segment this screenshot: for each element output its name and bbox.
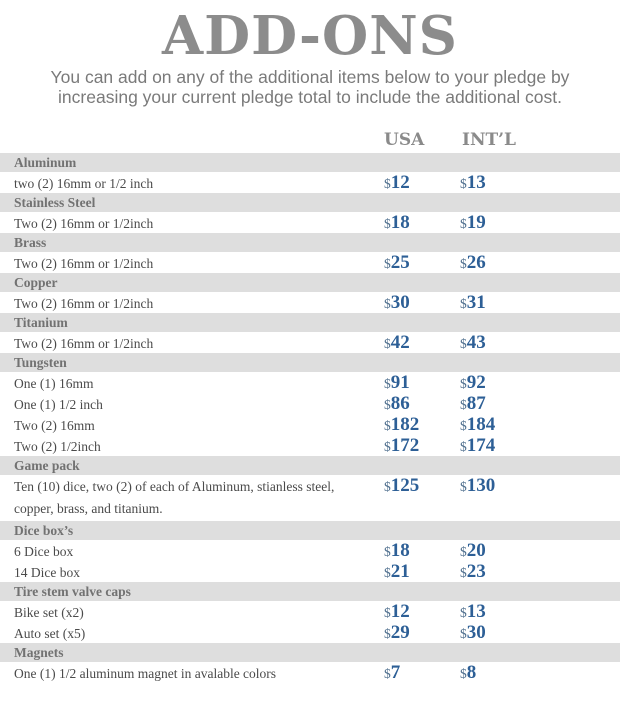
price-usa: [384, 561, 410, 584]
price-intl: [460, 332, 486, 355]
currency-symbol: $: [384, 605, 391, 620]
price-intl: [460, 622, 486, 645]
item-description: Bike set (x2): [14, 605, 84, 620]
price-usa: [384, 393, 410, 416]
currency-symbol: $: [460, 296, 467, 311]
price-usa: [384, 414, 419, 437]
price-amount: 7: [390, 662, 401, 683]
price-intl: [460, 252, 486, 275]
item-description: Two (2) 16mm or 1/2inch: [14, 296, 154, 311]
price-amount: 174: [466, 435, 496, 456]
category-bar: [0, 313, 620, 332]
currency-symbol: $: [384, 397, 391, 412]
price-usa: [384, 332, 410, 355]
category-label: Tungsten: [14, 355, 67, 370]
currency-symbol: $: [460, 376, 467, 391]
price-amount: 20: [466, 540, 486, 561]
price-intl: [460, 414, 495, 437]
price-amount: 184: [466, 414, 496, 435]
currency-symbol: $: [384, 216, 391, 231]
currency-symbol: $: [460, 544, 467, 559]
category-bar: [0, 193, 620, 212]
category-label: Copper: [14, 275, 58, 290]
price-intl: [460, 561, 486, 584]
price-usa: [384, 252, 410, 275]
currency-symbol: $: [384, 439, 391, 454]
price-amount: 182: [390, 414, 420, 435]
currency-symbol: $: [460, 336, 467, 351]
subtitle-line-1: You can add on any of the additional items below to your pledge by: [50, 67, 570, 87]
price-amount: 23: [466, 561, 486, 582]
price-amount: 30: [466, 622, 486, 643]
price-amount: 43: [466, 332, 486, 353]
category-label: Titanium: [14, 315, 68, 330]
price-amount: 18: [390, 212, 410, 233]
column-header-usa: USA: [384, 130, 425, 150]
price-intl: [460, 662, 476, 685]
price-usa: [384, 601, 410, 624]
price-intl: [460, 212, 486, 235]
price-amount: 91: [390, 372, 410, 393]
item-description: Two (2) 16mm or 1/2inch: [14, 256, 154, 271]
price-intl: [460, 601, 486, 624]
category-label: Stainless Steel: [14, 195, 96, 210]
item-description: 14 Dice box: [14, 565, 80, 580]
currency-symbol: $: [384, 479, 391, 494]
price-intl: [460, 435, 495, 458]
price-amount: 42: [390, 332, 410, 353]
currency-symbol: $: [384, 544, 391, 559]
currency-symbol: $: [460, 565, 467, 580]
category-label: Aluminum: [14, 155, 77, 170]
price-amount: 13: [466, 601, 486, 622]
category-bar: [0, 582, 620, 601]
price-amount: 21: [390, 561, 410, 582]
item-description: Two (2) 16mm or 1/2inch: [14, 336, 154, 351]
currency-symbol: $: [384, 626, 391, 641]
item-description: One (1) 1/2 aluminum magnet in avalable colors: [14, 666, 277, 681]
price-amount: 26: [466, 252, 486, 273]
price-usa: [384, 172, 410, 195]
currency-symbol: $: [460, 626, 467, 641]
subtitle-line-2: increasing your current pledge total to include the additional cost.: [58, 87, 562, 107]
category-bar: [0, 643, 620, 662]
currency-symbol: $: [384, 176, 391, 191]
price-intl: [460, 393, 486, 416]
currency-symbol: $: [384, 418, 391, 433]
category-label: Brass: [14, 235, 47, 250]
item-description: Two (2) 16mm: [14, 418, 95, 433]
currency-symbol: $: [460, 666, 467, 681]
price-amount: 12: [390, 601, 410, 622]
price-amount: 87: [466, 393, 486, 414]
currency-symbol: $: [384, 336, 391, 351]
price-amount: 12: [390, 172, 410, 193]
price-usa: [384, 622, 410, 645]
category-label: Tire stem valve caps: [14, 584, 131, 599]
price-intl: [460, 475, 495, 498]
price-usa: [384, 662, 400, 685]
item-description: 6 Dice box: [14, 544, 74, 559]
currency-symbol: $: [460, 256, 467, 271]
price-amount: 18: [390, 540, 410, 561]
currency-symbol: $: [384, 256, 391, 271]
item-description: Two (2) 1/2inch: [14, 439, 101, 454]
page-title: ADD-ONS: [162, 5, 458, 67]
price-usa: [384, 372, 410, 395]
currency-symbol: $: [460, 176, 467, 191]
currency-symbol: $: [460, 479, 467, 494]
category-bar: [0, 353, 620, 372]
price-amount: 25: [390, 252, 410, 273]
currency-symbol: $: [460, 418, 467, 433]
currency-symbol: $: [460, 216, 467, 231]
currency-symbol: $: [384, 565, 391, 580]
item-description: One (1) 1/2 inch: [14, 397, 103, 412]
category-bar: [0, 273, 620, 292]
price-amount: 8: [466, 662, 477, 683]
price-amount: 86: [390, 393, 410, 414]
price-amount: 19: [466, 212, 486, 233]
currency-symbol: $: [460, 439, 467, 454]
category-label: Magnets: [14, 645, 64, 660]
currency-symbol: $: [460, 397, 467, 412]
price-amount: 31: [466, 292, 486, 313]
price-amount: 29: [390, 622, 410, 643]
price-intl: [460, 372, 486, 395]
item-description: One (1) 16mm: [14, 376, 94, 391]
item-description: Ten (10) dice, two (2) of each of Aluminum, stianless steel, copper, brass, and titanium.: [14, 479, 335, 516]
price-intl: [460, 540, 486, 563]
item-description: two (2) 16mm or 1/2 inch: [14, 176, 154, 191]
price-amount: 172: [390, 435, 420, 456]
currency-symbol: $: [384, 376, 391, 391]
price-intl: [460, 172, 486, 195]
currency-symbol: $: [384, 296, 391, 311]
category-bar: [0, 521, 620, 540]
price-usa: [384, 212, 410, 235]
currency-symbol: $: [384, 666, 391, 681]
price-intl: [460, 292, 486, 315]
item-description: Auto set (x5): [14, 626, 86, 641]
category-bar: [0, 153, 620, 172]
column-header-intl: INT’L: [462, 130, 517, 150]
currency-symbol: $: [460, 605, 467, 620]
price-amount: 92: [466, 372, 486, 393]
price-amount: 130: [466, 475, 496, 496]
price-amount: 125: [390, 475, 420, 496]
category-label: Dice box’s: [14, 523, 74, 538]
category-label: Game pack: [14, 458, 80, 473]
price-usa: [384, 435, 419, 458]
price-amount: 13: [466, 172, 486, 193]
price-usa: [384, 540, 410, 563]
price-amount: 30: [390, 292, 410, 313]
price-usa: [384, 475, 419, 498]
item-description: Two (2) 16mm or 1/2inch: [14, 216, 154, 231]
category-bar: [0, 233, 620, 252]
price-usa: [384, 292, 410, 315]
category-bar: [0, 456, 620, 475]
